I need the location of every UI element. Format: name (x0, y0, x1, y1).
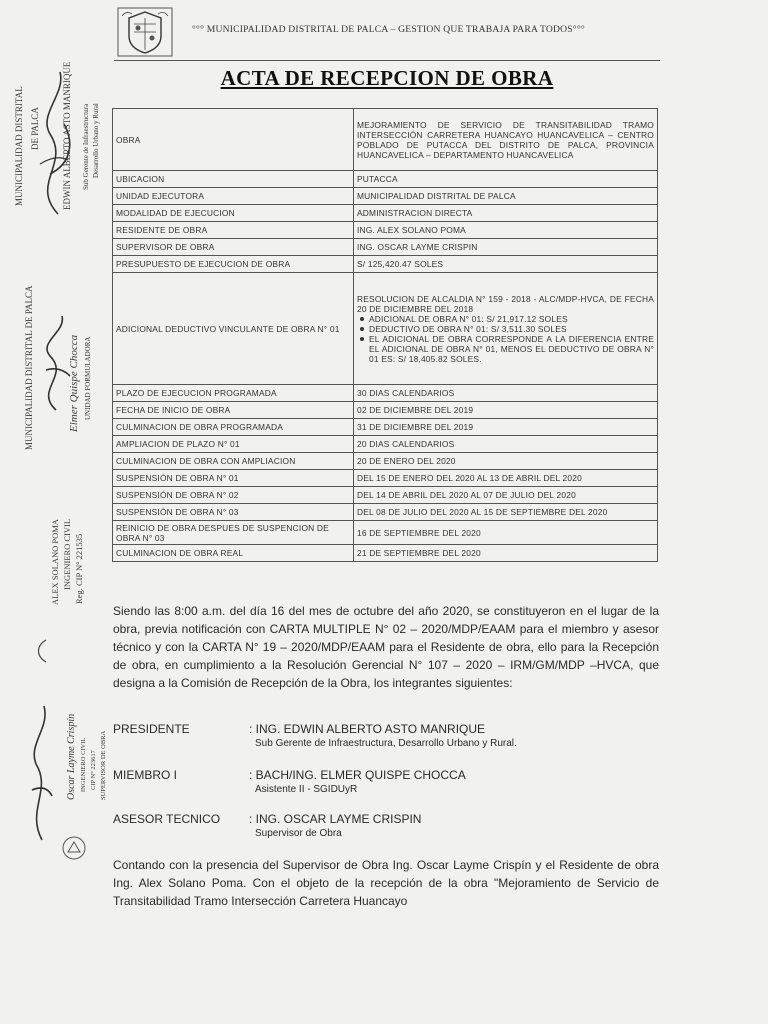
stamp-name-layme: Oscar Layme Crispín (66, 713, 77, 800)
member-role: MIEMBRO I (113, 768, 178, 782)
stamp-name-solano: ALEX SOLANO POMA (50, 519, 60, 605)
adicional-bullet-list (357, 314, 654, 364)
table-row (113, 402, 658, 419)
row-value: 31 DE DICIEMBRE DEL 2019 (354, 419, 658, 436)
obra-data-table (112, 108, 658, 562)
document-title: ACTA DE RECEPCION DE OBRA (220, 66, 554, 90)
table-row (113, 504, 658, 521)
row-value: 21 DE SEPTIEMBRE DEL 2020 (354, 545, 658, 562)
stamp-role-layme: INGENIERO CIVIL (80, 737, 87, 792)
row-value (354, 273, 658, 385)
table-row (113, 487, 658, 504)
bullet-item: DEDUCTIVO DE OBRA N° 01: S/ 3,511.30 SOLES (369, 324, 654, 334)
table-row (113, 521, 658, 545)
table-row (113, 453, 658, 470)
row-label: SUSPENSIÓN DE OBRA N° 01 (113, 470, 354, 487)
member-role: ASESOR TECNICO (113, 812, 221, 826)
row-label: REINICIO DE OBRA DESPUES DE SUSPENCION DE OBRA N° 03 (113, 521, 354, 545)
row-label: AMPLIACION DE PLAZO N° 01 (113, 436, 354, 453)
table-row-obra (113, 109, 658, 171)
presence-paragraph: Contando con la presencia del Supervisor de Obra Ing. Oscar Layme Crispín y el Residente de obra Ing. Alex Solano Poma. Con el objeto de la recepción de la obra "Mejoramiento de Servicio de Transitabilidad Tramo Intersección Carretera Huancayo (113, 858, 659, 908)
row-value: DEL 15 DE ENERO DEL 2020 AL 13 DE ABRIL DEL 2020 (354, 470, 658, 487)
table-row (113, 256, 658, 273)
intro-paragraph: Siendo las 8:00 a.m. del día 16 del mes de octubre del año 2020, se constituyeron en el lugar de la obra, previa notificación con CARTA MULTIPLE N° 02 – 2020/MDP/EAAM para el miembro y asesor técnico y con la CARTA N° 19 – 2020/MDP/EAAM para el Residente de obra, ello para la Recepción de obra, en cumplimiento a la Resolución Gerencial N° 107 – 2020 – IRM/GM/MDP –HVCA, que designa a la Comisión de Recepción de la Obra, los integrantes siguientes: (113, 604, 659, 690)
member-miembro-i (113, 768, 659, 800)
header-divider (114, 60, 660, 61)
row-label: RESIDENTE DE OBRA (113, 222, 354, 239)
stamp-role-asto-2: Desarrollo Urbano y Rural (92, 103, 100, 178)
table-row (113, 470, 658, 487)
signature-quispe-icon (26, 310, 86, 420)
table-row (113, 385, 658, 402)
supervisor-seal-icon (60, 834, 88, 862)
row-label: PRESUPUESTO DE EJECUCION DE OBRA (113, 256, 354, 273)
row-label: UBICACION (113, 171, 354, 188)
row-value: ADMINISTRACION DIRECTA (354, 205, 658, 222)
table-row (113, 171, 658, 188)
member-name: : BACH/ING. ELMER QUISPE CHOCCA (249, 768, 466, 782)
row-value: 02 DE DICIEMBRE DEL 2019 (354, 402, 658, 419)
row-label: OBRA (113, 109, 354, 171)
municipal-crest-icon (116, 6, 174, 58)
row-value: 20 DE ENERO DEL 2020 (354, 453, 658, 470)
row-value: MUNICIPALIDAD DISTRITAL DE PALCA (354, 188, 658, 205)
table-row (113, 188, 658, 205)
row-value: DEL 08 DE JULIO DEL 2020 AL 15 DE SEPTIEMBRE DEL 2020 (354, 504, 658, 521)
stamp-municipalidad-1: MUNICIPALIDAD DISTRITAL (14, 86, 24, 206)
table-row (113, 205, 658, 222)
row-value: ING. ALEX SOLANO POMA (354, 222, 658, 239)
stamp-name-asto: EDWIN ALBERTO ASTO MANRIQUE (62, 61, 72, 210)
row-label: CULMINACION DE OBRA PROGRAMADA (113, 419, 354, 436)
row-label: SUSPENSIÓN DE OBRA N° 03 (113, 504, 354, 521)
row-value: DEL 14 DE ABRIL DEL 2020 AL 07 DE JULIO DEL 2020 (354, 487, 658, 504)
row-label: SUPERVISOR DE OBRA (113, 239, 354, 256)
member-name: : ING. EDWIN ALBERTO ASTO MANRIQUE (249, 722, 486, 736)
row-label: FECHA DE INICIO DE OBRA (113, 402, 354, 419)
signature-mark-icon (32, 638, 52, 664)
stamp-role-quispe: UNIDAD FORMULADORA (84, 336, 92, 420)
header-motto: °°° MUNICIPALIDAD DISTRITAL DE PALCA – GESTION QUE TRABAJA PARA TODOS°°° (192, 24, 585, 35)
row-label: CULMINACION DE OBRA REAL (113, 545, 354, 562)
stamp-role2-layme: SUPERVISOR DE OBRA (100, 730, 107, 800)
row-value: 20 DIAS CALENDARIOS (354, 436, 658, 453)
row-label: PLAZO DE EJECUCION PROGRAMADA (113, 385, 354, 402)
row-label: MODALIDAD DE EJECUCION (113, 205, 354, 222)
table-row (113, 545, 658, 562)
member-name: : ING. OSCAR LAYME CRISPIN (249, 812, 422, 826)
obra-description: MEJORAMIENTO DE SERVICIO DE TRANSITABILIDAD TRAMO INTERSECCIÓN CARRETERA HUANCAYO HUANCAVELICA – CENTRO POBLADO DE PUTACCA DEL DISTRITO DE PALCA, PROVINCIA HUANCAVELICA – DEPARTAMENTO HUANCAVELICA (357, 119, 654, 160)
row-label: CULMINACION DE OBRA CON AMPLIACION (113, 453, 354, 470)
stamp-reg-solano: Reg. CIP N° 221535 (74, 533, 84, 604)
member-title: Supervisor de Obra (255, 828, 342, 839)
member-title: Sub Gerente de Infraestructura, Desarrollo Urbano y Rural. (255, 738, 517, 749)
signature-asto-icon (20, 61, 90, 224)
table-row (113, 239, 658, 256)
stamp-name-quispe: Elmer Quispe Chocca (68, 334, 80, 432)
row-value: 30 DIAS CALENDARIOS (354, 385, 658, 402)
stamp-municipalidad-2: MUNICIPALIDAD DISTRITAL DE PALCA (24, 285, 34, 450)
row-value: ING. OSCAR LAYME CRISPIN (354, 239, 658, 256)
stamp-role-asto: Sub Gerente de Infraestructura (82, 103, 90, 190)
table-row (113, 419, 658, 436)
row-value: S/ 125,420.47 SOLES (354, 256, 658, 273)
member-asesor-tecnico (113, 812, 659, 844)
stamp-reg-layme: CIP N° 223617 (90, 750, 97, 790)
member-title: Asistente II - SGIDUyR (255, 784, 358, 795)
row-value: 16 DE SEPTIEMBRE DEL 2020 (354, 521, 658, 545)
row-value (354, 109, 658, 171)
bullet-item: EL ADICIONAL DE OBRA CORRESPONDE A LA DIFERENCIA ENTRE EL ADICIONAL DE OBRA N° 01, MENOS EL DEDUCTIVO DE OBRA N° 01 ES: S/ 18,405.82 SOLES. (369, 333, 654, 364)
table-row (113, 222, 658, 239)
row-label: ADICIONAL DEDUCTIVO VINCULANTE DE OBRA N° 01 (113, 273, 354, 385)
resolution-text: RESOLUCION DE ALCALDIA N° 159 - 2018 - ALC/MDP-HVCA, DE FECHA 20 DE DICIEMBRE DEL 2018 (357, 293, 654, 314)
table-row (113, 436, 658, 453)
row-label: UNIDAD EJECUTORA (113, 188, 354, 205)
stamp-palca-1: DE PALCA (30, 107, 40, 150)
table-row-adicional (113, 273, 658, 385)
member-role: PRESIDENTE (113, 722, 190, 736)
signature-layme-icon (22, 700, 58, 850)
row-value: PUTACCA (354, 171, 658, 188)
member-president (113, 722, 659, 754)
stamp-role-solano: INGENIERO CIVIL (62, 518, 72, 590)
bullet-item: ADICIONAL DE OBRA N° 01: S/ 21,917.12 SOLES (369, 314, 654, 324)
row-label: SUSPENSIÓN DE OBRA N° 02 (113, 487, 354, 504)
